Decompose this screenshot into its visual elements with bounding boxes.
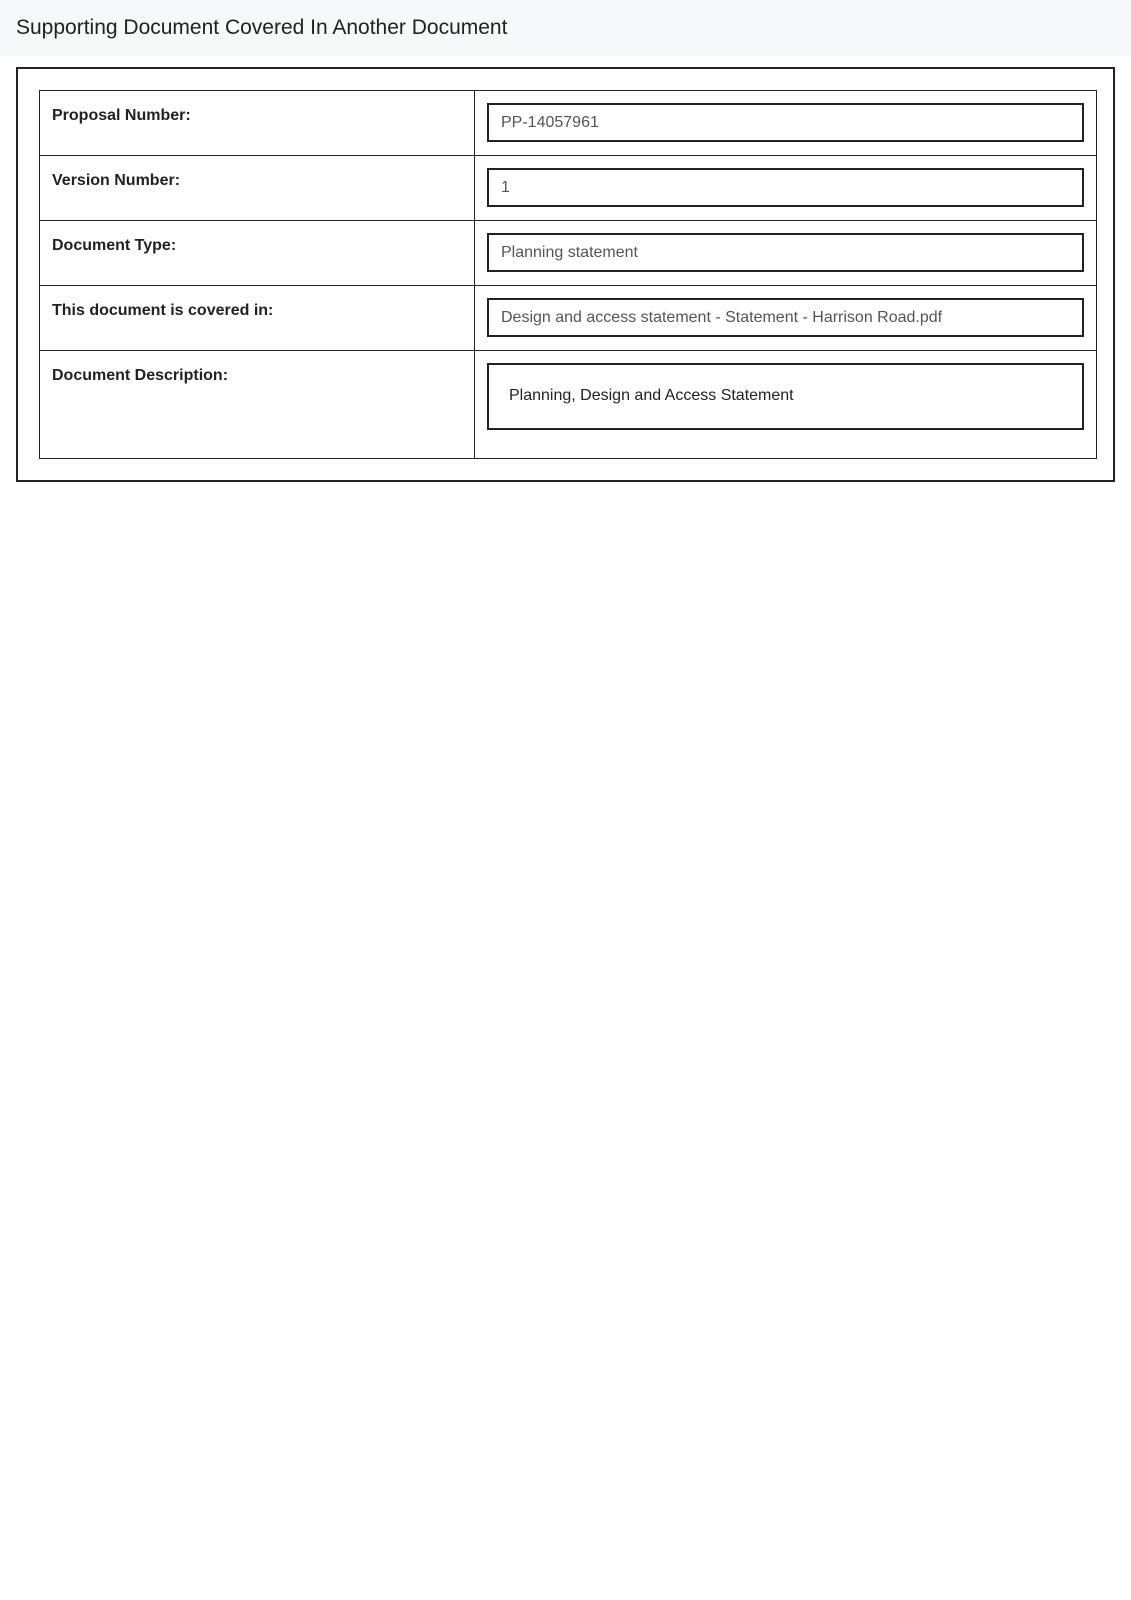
version-number-field: 1 [487,168,1084,207]
proposal-number-cell [475,91,1097,156]
proposal-number-field: PP-14057961 [487,103,1084,142]
document-description-label: Document Description: [40,351,475,459]
table-row-version-number [40,156,1097,221]
document-description-cell [475,351,1097,459]
document-description-field: Planning, Design and Access Statement [487,363,1084,430]
table-row-document-type [40,221,1097,286]
document-details-panel [16,67,1115,482]
page-title: Supporting Document Covered In Another Document [16,16,508,39]
covered-in-field: Design and access statement - Statement - Harrison Road.pdf [487,298,1084,337]
version-number-cell [475,156,1097,221]
document-details-table [39,90,1097,459]
table-row-document-description [40,351,1097,459]
document-type-label: Document Type: [40,221,475,286]
table-row-covered-in [40,286,1097,351]
proposal-number-label: Proposal Number: [40,91,475,156]
covered-in-cell [475,286,1097,351]
table-row-proposal-number [40,91,1097,156]
document-type-cell [475,221,1097,286]
covered-in-label: This document is covered in: [40,286,475,351]
page-header [0,0,1131,56]
version-number-label: Version Number: [40,156,475,221]
document-type-field: Planning statement [487,233,1084,272]
